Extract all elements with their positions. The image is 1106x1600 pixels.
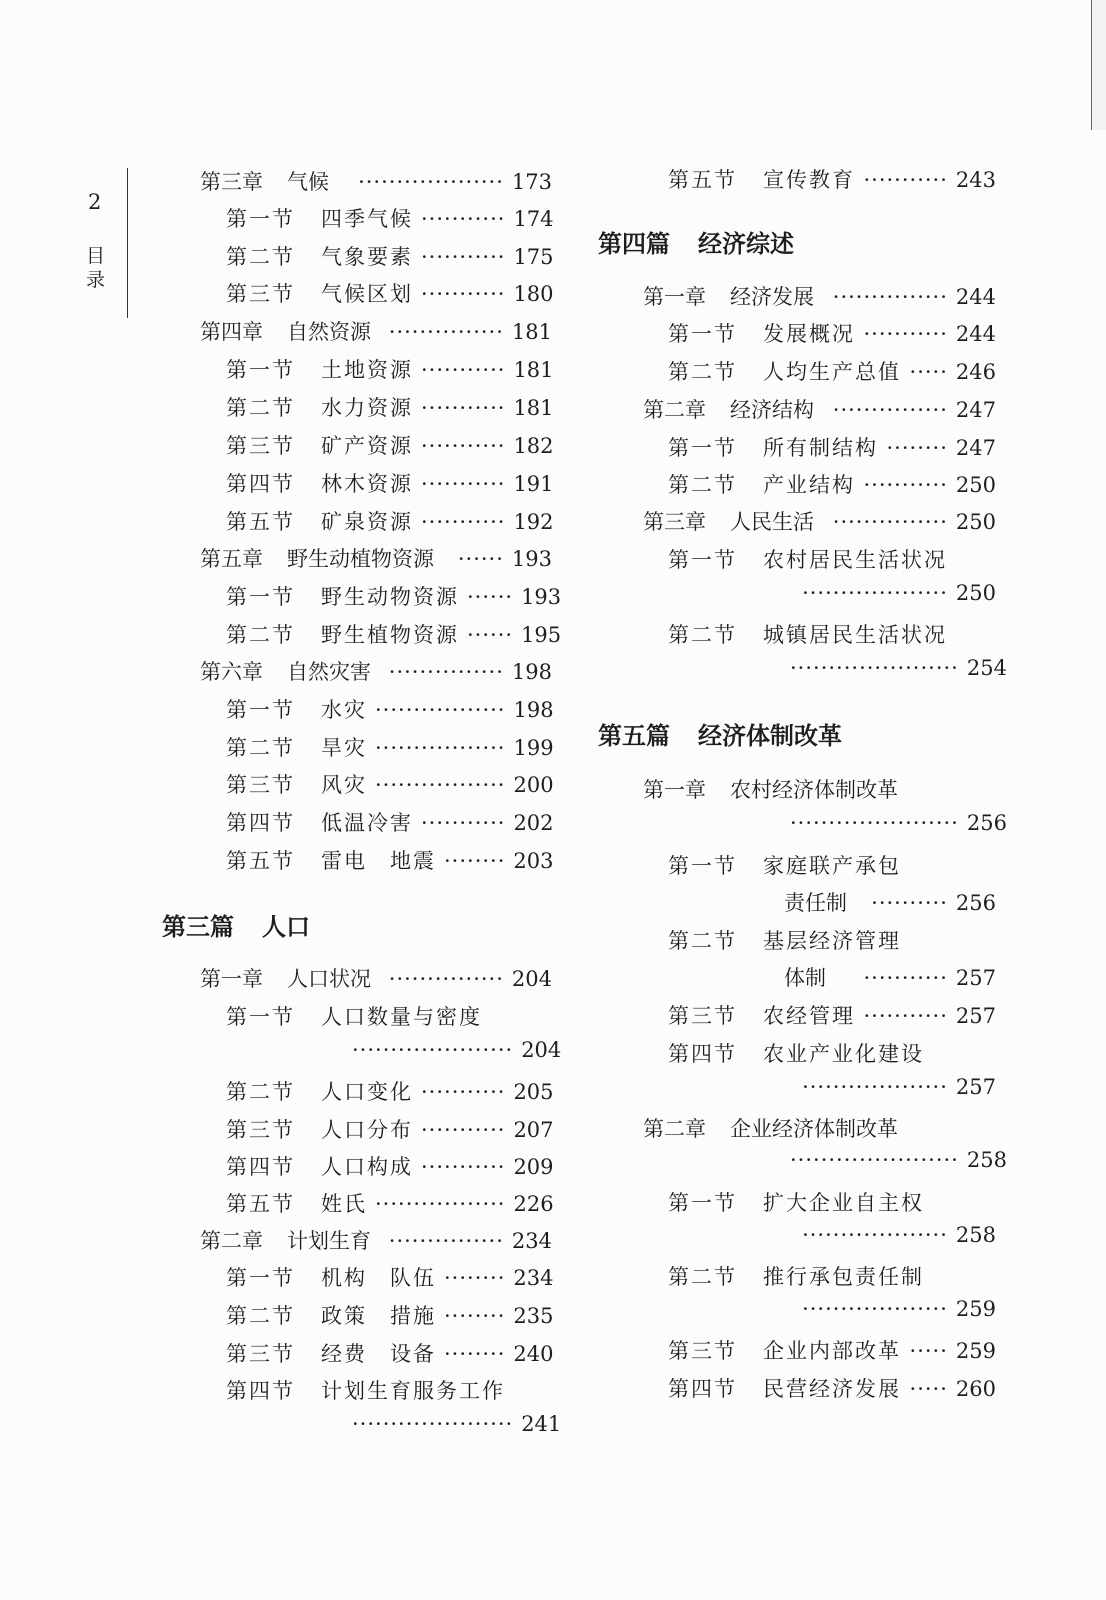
- entry-title: 人均生产总值: [763, 360, 901, 384]
- part-heading: [598, 716, 842, 751]
- toc-chapter-entry[interactable]: [200, 963, 552, 993]
- dot-leader: ········: [444, 849, 506, 873]
- dot-leader: ········: [444, 1266, 506, 1290]
- part-heading: [162, 907, 310, 942]
- dot-leader: ·················: [375, 736, 506, 760]
- page-reference: 241: [521, 1412, 562, 1436]
- toc-section-entry[interactable]: [668, 432, 996, 462]
- dot-leader: ···········: [863, 1004, 948, 1028]
- dot-leader: ··········: [871, 891, 948, 915]
- entry-title: 气象要素: [321, 245, 413, 269]
- toc-chapter-entry[interactable]: [643, 506, 996, 536]
- page-reference: 203: [513, 849, 554, 873]
- entry-number: 第三节: [226, 773, 295, 797]
- dot-leader: ·····················: [352, 1038, 514, 1062]
- entry-title: 四季气候: [321, 207, 413, 231]
- page-reference: 174: [513, 207, 554, 231]
- dot-leader: ···········: [421, 472, 506, 496]
- toc-section-entry[interactable]: [668, 850, 996, 880]
- entry-title: 经济结构: [730, 398, 814, 422]
- toc-continuation-line[interactable]: [790, 1297, 996, 1321]
- entry-title: 企业经济体制改革: [730, 1117, 898, 1141]
- entry-number: 第五节: [226, 1192, 295, 1216]
- dot-leader: ······: [457, 547, 504, 571]
- dot-leader: ···········: [421, 1080, 506, 1104]
- entry-title: 人口变化: [321, 1080, 413, 1104]
- entry-title: 林木资源: [321, 472, 413, 496]
- page-reference: 192: [513, 510, 554, 534]
- dot-leader: ········: [444, 1304, 506, 1328]
- margin-rule: [127, 168, 128, 318]
- page-reference: 246: [955, 360, 996, 384]
- entry-title: 土地资源: [321, 358, 413, 382]
- dot-leader: ···············: [388, 1229, 504, 1253]
- toc-section-entry[interactable]: [226, 241, 552, 271]
- toc-section-entry[interactable]: [668, 1261, 996, 1291]
- toc-section-entry[interactable]: [668, 1373, 996, 1403]
- page-reference: 193: [521, 585, 562, 609]
- entry-number: 第三节: [226, 282, 295, 306]
- entry-title: 扩大企业自主权: [763, 1191, 924, 1215]
- entry-title: 经济发展: [730, 285, 814, 309]
- toc-chapter-entry[interactable]: [200, 316, 552, 346]
- dot-leader: ······: [467, 585, 514, 609]
- entry-title: 宣传教育: [763, 168, 855, 192]
- entry-number: 第五章: [200, 547, 263, 571]
- toc-section-entry[interactable]: [226, 1151, 552, 1181]
- entry-title: 基层经济管理: [763, 929, 901, 953]
- toc-section-entry[interactable]: [226, 468, 552, 498]
- entry-title: 产业结构: [763, 473, 855, 497]
- entry-number: 第二节: [226, 736, 295, 760]
- page-reference: 193: [511, 547, 552, 571]
- dot-leader: ···········: [421, 510, 506, 534]
- entry-title: 野生动物资源: [321, 585, 459, 609]
- page-reference: 234: [513, 1266, 554, 1290]
- page-reference: 240: [513, 1342, 554, 1366]
- toc-chapter-entry[interactable]: [200, 543, 552, 573]
- toc-section-entry[interactable]: [668, 469, 996, 499]
- entry-title: 计划生育: [287, 1229, 371, 1253]
- dot-leader: ···········: [421, 245, 506, 269]
- toc-section-entry[interactable]: [226, 694, 552, 724]
- dot-leader: ···········: [421, 1118, 506, 1142]
- page-reference: 173: [511, 170, 552, 194]
- entry-number: 第一章: [200, 967, 263, 991]
- page-reference: 250: [955, 510, 996, 534]
- dot-leader: ·················: [375, 773, 506, 797]
- dot-leader: ·················: [375, 1192, 506, 1216]
- dot-leader: ···············: [832, 398, 948, 422]
- page-reference: 244: [955, 322, 996, 346]
- entry-title: 低温冷害: [321, 811, 413, 835]
- page-reference: 243: [955, 168, 996, 192]
- entry-number: 第二节: [226, 245, 295, 269]
- dot-leader: ···············: [832, 510, 948, 534]
- entry-number: 第二章: [200, 1229, 263, 1253]
- entry-title: 推行承包责任制: [763, 1265, 924, 1289]
- page-reference: 181: [513, 358, 554, 382]
- entry-title: 气候区划: [321, 282, 413, 306]
- entry-title: 雷电 地震: [321, 849, 436, 873]
- part-title: 经济综述: [698, 230, 794, 258]
- dot-leader: ···················: [802, 1075, 948, 1099]
- toc-section-entry[interactable]: [226, 1375, 552, 1405]
- entry-number: 第二节: [226, 1080, 295, 1104]
- page-reference: 198: [513, 698, 554, 722]
- page-reference: 195: [521, 623, 562, 647]
- dot-leader: ···········: [863, 322, 948, 346]
- page-reference: 205: [513, 1080, 554, 1104]
- entry-title: 旱灾: [321, 736, 367, 760]
- toc-section-entry[interactable]: [226, 430, 552, 460]
- dot-leader: ···········: [421, 207, 506, 231]
- page-reference: 204: [511, 967, 552, 991]
- entry-number: 第一节: [668, 854, 737, 878]
- entry-number: 第二节: [668, 623, 737, 647]
- page-reference: 244: [955, 285, 996, 309]
- entry-title: 自然资源: [287, 320, 371, 344]
- page-reference: 250: [955, 581, 996, 605]
- toc-section-entry[interactable]: [226, 354, 552, 384]
- dot-leader: ···············: [388, 660, 504, 684]
- entry-number: 第六章: [200, 660, 263, 684]
- dot-leader: ···········: [863, 168, 948, 192]
- entry-title: 经费 设备: [321, 1342, 436, 1366]
- page-reference: 181: [513, 396, 554, 420]
- dot-leader: ···············: [832, 285, 948, 309]
- dot-leader: ·····················: [352, 1412, 514, 1436]
- toc-section-entry[interactable]: [226, 278, 552, 308]
- page-reference: 191: [513, 472, 554, 496]
- page-reference: 226: [513, 1192, 554, 1216]
- page-reference: 247: [955, 436, 996, 460]
- entry-title: 自然灾害: [287, 660, 371, 684]
- toc-section-entry[interactable]: [668, 1000, 996, 1030]
- entry-number: 第一节: [226, 358, 295, 382]
- toc-section-entry[interactable]: [668, 925, 996, 955]
- dot-leader: ·····: [909, 360, 948, 384]
- dot-leader: ·····: [909, 1377, 948, 1401]
- entry-title: 人民生活: [730, 510, 814, 534]
- toc-chapter-entry[interactable]: [200, 656, 552, 686]
- entry-title: 风灾: [321, 773, 367, 797]
- dot-leader: ······················: [790, 811, 959, 835]
- entry-number: 第二节: [226, 396, 295, 420]
- page-number: 2: [88, 190, 102, 214]
- entry-number: 第三节: [226, 434, 295, 458]
- entry-title: 人口状况: [287, 967, 371, 991]
- entry-number: 第四节: [226, 472, 295, 496]
- entry-title: 机构 队伍: [321, 1266, 436, 1290]
- entry-number: 第五节: [668, 168, 737, 192]
- page-reference: 180: [513, 282, 554, 306]
- entry-title: 水灾: [321, 698, 367, 722]
- page-reference: 257: [955, 966, 996, 990]
- entry-number: 第一节: [668, 548, 737, 572]
- toc-section-entry[interactable]: [226, 1188, 552, 1218]
- entry-number: 第二节: [668, 473, 737, 497]
- entry-number: 第四节: [668, 1377, 737, 1401]
- toc-section-entry[interactable]: [668, 164, 996, 194]
- toc-continuation-line[interactable]: [352, 1412, 562, 1436]
- dot-leader: ·····: [909, 1339, 948, 1363]
- toc-section-entry[interactable]: [226, 1300, 552, 1330]
- entry-number: 第一节: [226, 207, 295, 231]
- page-reference: 182: [513, 434, 554, 458]
- dot-leader: ···········: [863, 966, 948, 990]
- page-reference: 200: [513, 773, 554, 797]
- entry-title: 矿产资源: [321, 434, 413, 458]
- toc-section-entry[interactable]: [668, 1038, 996, 1068]
- entry-title: 发展概况: [763, 322, 855, 346]
- page-reference: 257: [955, 1004, 996, 1028]
- entry-title: 人口构成: [321, 1155, 413, 1179]
- toc-section-entry[interactable]: [226, 392, 552, 422]
- entry-title: 农经管理: [763, 1004, 855, 1028]
- running-title: 目录: [86, 245, 106, 291]
- toc-section-entry[interactable]: [226, 1001, 552, 1031]
- entry-title: 计划生育服务工作: [321, 1379, 505, 1403]
- entry-number: 第五节: [226, 849, 295, 873]
- entry-title: 城镇居民生活状况: [763, 623, 947, 647]
- toc-continuation-line[interactable]: [790, 1148, 1007, 1172]
- entry-title: 气候: [287, 170, 329, 194]
- part-heading: [598, 224, 794, 259]
- entry-number: 第二节: [226, 1304, 295, 1328]
- entry-number: 第二节: [668, 360, 737, 384]
- dot-leader: ········: [444, 1342, 506, 1366]
- entry-title: 农村经济体制改革: [730, 778, 898, 802]
- toc-section-entry[interactable]: [226, 619, 562, 649]
- toc-section-entry[interactable]: [226, 1114, 552, 1144]
- entry-number: 第三节: [226, 1118, 295, 1142]
- dot-leader: ···············: [388, 967, 504, 991]
- dot-leader: ···············: [388, 320, 504, 344]
- entry-number: 第四节: [668, 1042, 737, 1066]
- dot-leader: ···········: [421, 282, 506, 306]
- entry-title: 所有制结构: [763, 436, 878, 460]
- toc-section-entry[interactable]: [668, 1335, 996, 1365]
- toc-chapter-entry[interactable]: [643, 394, 996, 424]
- toc-section-entry[interactable]: [668, 318, 996, 348]
- entry-title: 人口数量与密度: [321, 1005, 482, 1029]
- toc-continuation-line[interactable]: [790, 811, 1007, 835]
- dot-leader: ·················: [375, 698, 506, 722]
- toc-section-entry[interactable]: [226, 203, 552, 233]
- entry-number: 第三节: [226, 1342, 295, 1366]
- entry-title: 民营经济发展: [763, 1377, 901, 1401]
- toc-continuation-line[interactable]: [784, 962, 996, 992]
- entry-number: 第一节: [226, 1266, 295, 1290]
- entry-title: 体制: [784, 966, 826, 990]
- entry-number: 第四节: [226, 1155, 295, 1179]
- page-reference: 250: [955, 473, 996, 497]
- toc-section-entry[interactable]: [226, 807, 552, 837]
- toc-continuation-line[interactable]: [352, 1038, 562, 1062]
- toc-chapter-entry[interactable]: [200, 1225, 552, 1255]
- entry-title: 姓氏: [321, 1192, 367, 1216]
- part-number: 第三篇: [162, 913, 234, 941]
- toc-chapter-entry[interactable]: [643, 281, 996, 311]
- page-reference: 257: [955, 1075, 996, 1099]
- page-margin: [82, 190, 122, 292]
- entry-title: 矿泉资源: [321, 510, 413, 534]
- toc-chapter-entry[interactable]: [200, 166, 552, 196]
- entry-number: 第四章: [200, 320, 263, 344]
- dot-leader: ········: [886, 436, 948, 460]
- page-reference: 259: [955, 1339, 996, 1363]
- entry-title: 责任制: [784, 891, 847, 915]
- toc-section-entry[interactable]: [226, 769, 552, 799]
- dot-leader: ······················: [790, 656, 959, 680]
- toc-section-entry[interactable]: [226, 732, 552, 762]
- entry-number: 第一节: [226, 698, 295, 722]
- toc-section-entry[interactable]: [226, 1076, 552, 1106]
- page-reference: 256: [966, 811, 1007, 835]
- entry-number: 第一节: [668, 436, 737, 460]
- page-reference: 258: [955, 1223, 996, 1247]
- entry-title: 农业产业化建设: [763, 1042, 924, 1066]
- part-title: 经济体制改革: [698, 722, 842, 750]
- page-reference: 209: [513, 1155, 554, 1179]
- toc-continuation-line[interactable]: [790, 656, 1007, 680]
- dot-leader: ···········: [863, 473, 948, 497]
- page-reference: 256: [955, 891, 996, 915]
- toc-continuation-line[interactable]: [790, 1223, 996, 1247]
- entry-number: 第五节: [226, 510, 295, 534]
- dot-leader: ···················: [802, 581, 948, 605]
- page-reference: 199: [513, 736, 554, 760]
- page-reference: 259: [955, 1297, 996, 1321]
- entry-number: 第一节: [668, 322, 737, 346]
- entry-title: 人口分布: [321, 1118, 413, 1142]
- dot-leader: ···········: [421, 358, 506, 382]
- page-reference: 254: [966, 656, 1007, 680]
- page-reference: 258: [966, 1148, 1007, 1172]
- toc-section-entry[interactable]: [226, 845, 552, 875]
- entry-number: 第三章: [200, 170, 263, 194]
- toc-section-entry[interactable]: [226, 581, 562, 611]
- page-reference: 198: [511, 660, 552, 684]
- entry-number: 第二节: [668, 1265, 737, 1289]
- toc-chapter-entry[interactable]: [643, 1113, 996, 1143]
- entry-number: 第一章: [643, 778, 706, 802]
- entry-title: 企业内部改革: [763, 1339, 901, 1363]
- dot-leader: ···················: [802, 1223, 948, 1247]
- part-number: 第五篇: [598, 722, 670, 750]
- entry-title: 政策 措施: [321, 1304, 436, 1328]
- toc-section-entry[interactable]: [226, 506, 552, 536]
- toc-section-entry[interactable]: [668, 1187, 996, 1217]
- dot-leader: ···················: [358, 170, 504, 194]
- toc-section-entry[interactable]: [226, 1262, 552, 1292]
- toc-continuation-line[interactable]: [790, 581, 996, 605]
- entry-number: 第一节: [226, 585, 295, 609]
- entry-number: 第四节: [226, 811, 295, 835]
- page-reference: 234: [511, 1229, 552, 1253]
- entry-title: 野生动植物资源: [287, 547, 434, 571]
- dot-leader: ···········: [421, 434, 506, 458]
- page-reference: 181: [511, 320, 552, 344]
- entry-number: 第四节: [226, 1379, 295, 1403]
- dot-leader: ···········: [421, 1155, 506, 1179]
- dot-leader: ···········: [421, 811, 506, 835]
- entry-title: 水力资源: [321, 396, 413, 420]
- part-title: 人口: [262, 913, 310, 941]
- toc-section-entry[interactable]: [226, 1338, 552, 1368]
- toc-section-entry[interactable]: [668, 356, 996, 386]
- entry-number: 第一章: [643, 285, 706, 309]
- entry-number: 第三节: [668, 1004, 737, 1028]
- entry-number: 第一节: [226, 1005, 295, 1029]
- toc-section-entry[interactable]: [668, 619, 996, 649]
- page-reference: 247: [955, 398, 996, 422]
- dot-leader: ······: [467, 623, 514, 647]
- entry-title: 野生植物资源: [321, 623, 459, 647]
- entry-number: 第二节: [226, 623, 295, 647]
- dot-leader: ···········: [421, 396, 506, 420]
- page-reference: 260: [955, 1377, 996, 1401]
- part-number: 第四篇: [598, 230, 670, 258]
- entry-number: 第一节: [668, 1191, 737, 1215]
- entry-title: 家庭联产承包: [763, 854, 901, 878]
- entry-title: 农村居民生活状况: [763, 548, 947, 572]
- page-edge-shadow: [1091, 0, 1106, 130]
- toc-continuation-line[interactable]: [784, 887, 996, 917]
- page-reference: 235: [513, 1304, 554, 1328]
- dot-leader: ······················: [790, 1148, 959, 1172]
- entry-number: 第二节: [668, 929, 737, 953]
- page-reference: 204: [521, 1038, 562, 1062]
- entry-number: 第三章: [643, 510, 706, 534]
- page-reference: 175: [513, 245, 554, 269]
- entry-number: 第三节: [668, 1339, 737, 1363]
- page-reference: 202: [513, 811, 554, 835]
- toc-continuation-line[interactable]: [790, 1075, 996, 1099]
- entry-number: 第二章: [643, 1117, 706, 1141]
- dot-leader: ···················: [802, 1297, 948, 1321]
- toc-chapter-entry[interactable]: [643, 774, 996, 804]
- toc-section-entry[interactable]: [668, 544, 996, 574]
- page-reference: 207: [513, 1118, 554, 1142]
- entry-number: 第二章: [643, 398, 706, 422]
